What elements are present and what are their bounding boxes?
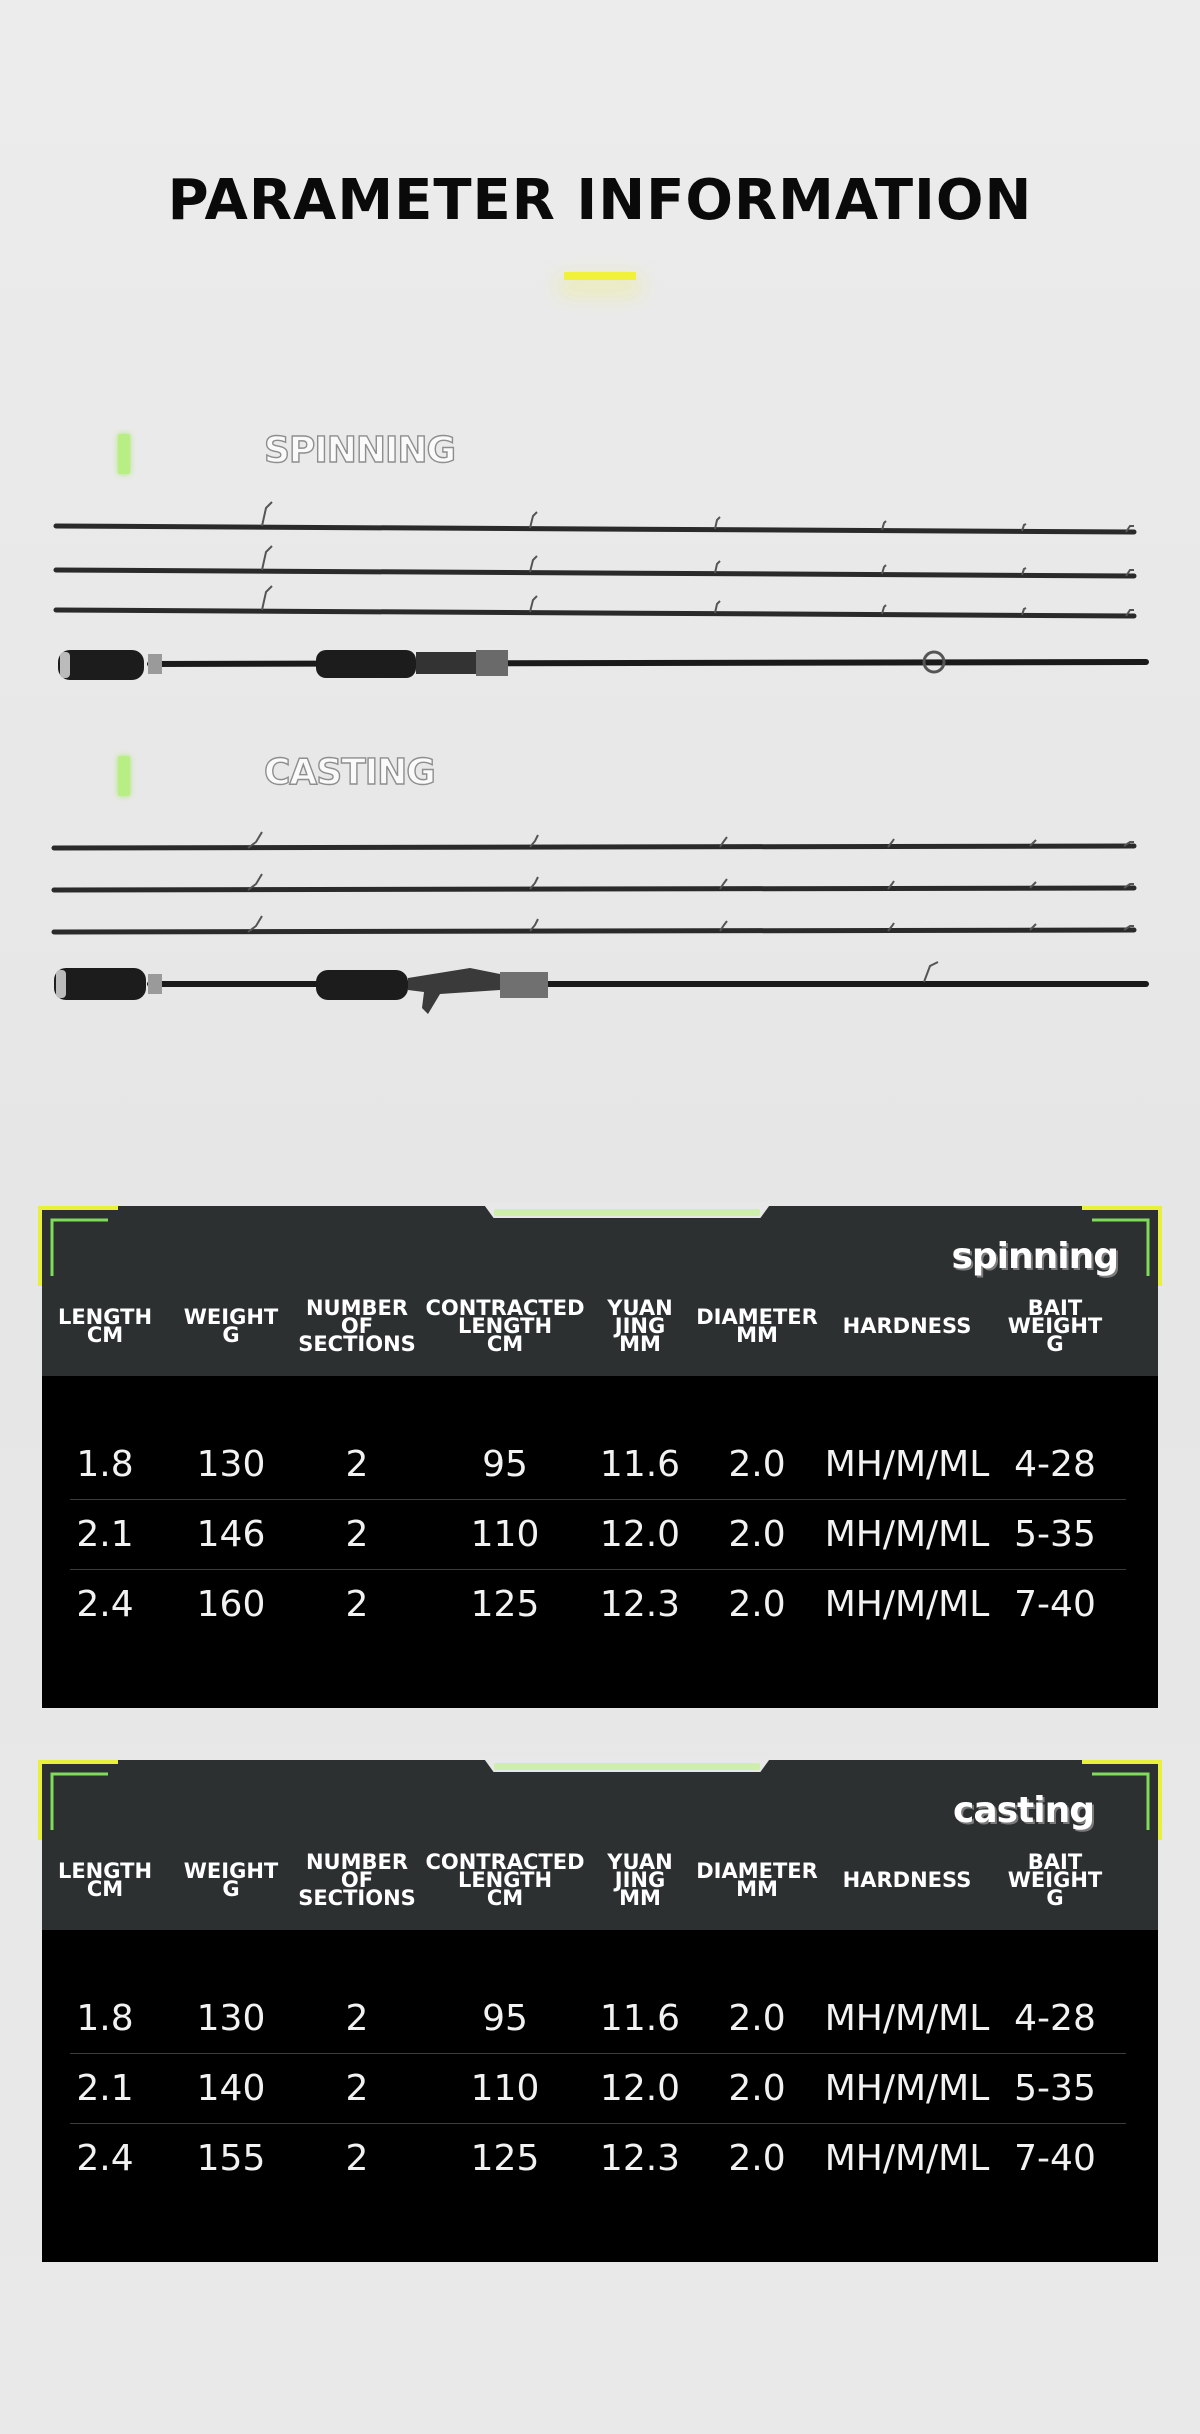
column-header-line: LENGTH	[457, 1314, 553, 1338]
rod-butt-section	[54, 962, 1146, 1014]
table-cell: MH/M/ML	[824, 2068, 990, 2109]
table-cell: MH/M/ML	[824, 1444, 990, 1485]
column-header-line: SECTIONS	[298, 1886, 416, 1910]
table-cell: 160	[196, 1584, 266, 1625]
table-cell: 2.0	[728, 1584, 786, 1625]
column-header-line: SECTIONS	[298, 1332, 416, 1356]
column-header-line: DIAMETER	[696, 1859, 818, 1883]
casting-spec-table	[42, 1760, 1158, 2262]
column-header-line: DIAMETER	[696, 1305, 818, 1329]
col-sections	[294, 1286, 420, 1366]
table-cell: 155	[196, 2138, 266, 2179]
table-cell: 2	[345, 2068, 369, 2109]
col-yuan-jing	[590, 1840, 690, 1920]
column-header-line: LENGTH	[57, 1305, 153, 1329]
table-cell: 2	[345, 1584, 369, 1625]
table-cell: 4-28	[1014, 1444, 1096, 1485]
table-cell: 12.0	[599, 1514, 681, 1555]
table-cell: 2	[345, 1444, 369, 1485]
table-cell: 5-35	[1014, 1514, 1096, 1555]
table-cell: 2	[345, 1514, 369, 1555]
table-cell: 12.3	[599, 2138, 681, 2179]
column-header-line: CM	[486, 1886, 524, 1910]
table-cell: 11.6	[599, 1998, 681, 2039]
column-header-line: JING	[614, 1868, 666, 1892]
rod-tip-section-3	[56, 586, 1134, 616]
column-header-line: G	[222, 1323, 240, 1347]
table-row	[42, 1430, 1158, 1500]
table-cell: 130	[196, 1998, 266, 2039]
table-cell: 2	[345, 2138, 369, 2179]
table-row	[42, 1500, 1158, 1570]
column-header-line: BAIT	[1027, 1850, 1083, 1874]
rod-tip-section-1	[54, 832, 1134, 848]
column-header-line: CM	[86, 1877, 124, 1901]
table-cell: 130	[196, 1444, 266, 1485]
table-cell: 1.8	[76, 1444, 134, 1485]
table-cell: 125	[470, 2138, 540, 2179]
column-header-line: NUMBER	[305, 1850, 409, 1874]
spinning-spec-table	[42, 1206, 1158, 1708]
table-row	[42, 1984, 1158, 2054]
table-cell: 95	[482, 1444, 528, 1485]
casting-rod-image	[0, 818, 1200, 1018]
column-header-line: OF	[340, 1314, 374, 1338]
spinning-rod-image	[0, 496, 1200, 696]
col-diameter	[690, 1840, 824, 1920]
column-header-line: JING	[614, 1314, 666, 1338]
column-header-line: G	[222, 1877, 240, 1901]
col-contracted-length	[420, 1286, 590, 1366]
rod-tip-section-1	[56, 502, 1134, 532]
col-hardness	[824, 1840, 990, 1920]
table-subtitle: casting	[952, 1790, 1094, 1831]
table-cell: 95	[482, 1998, 528, 2039]
table-cell: 2.1	[76, 1514, 134, 1555]
spinning-label-text: SPINNING	[264, 430, 456, 471]
col-length	[42, 1840, 168, 1920]
table-cell: 2	[345, 1998, 369, 2039]
column-header-line: MM	[619, 1886, 661, 1910]
table-cell: 125	[470, 1584, 540, 1625]
table-cell: 2.0	[728, 2138, 786, 2179]
col-yuan-jing	[590, 1286, 690, 1366]
table-body	[42, 1376, 1158, 1706]
table-cell: MH/M/ML	[824, 1998, 990, 2039]
column-header-line: WEIGHT	[1007, 1868, 1103, 1892]
column-header-line: WEIGHT	[183, 1305, 279, 1329]
rod-butt-section	[58, 650, 1146, 680]
column-header-line: G	[1046, 1886, 1064, 1910]
column-header-line: LENGTH	[457, 1868, 553, 1892]
table-cell: 2.1	[76, 2068, 134, 2109]
col-sections	[294, 1840, 420, 1920]
table-cell: 2.0	[728, 1444, 786, 1485]
table-cell: 2.0	[728, 1514, 786, 1555]
col-bait-weight	[990, 1286, 1120, 1366]
column-header-line: MM	[736, 1323, 778, 1347]
table-cell: 110	[470, 2068, 540, 2109]
col-weight	[168, 1840, 294, 1920]
col-weight	[168, 1286, 294, 1366]
column-header-line: HARDNESS	[842, 1314, 972, 1338]
label-marker	[118, 756, 130, 796]
table-cell: 5-35	[1014, 2068, 1096, 2109]
col-hardness	[824, 1286, 990, 1366]
column-header-line: WEIGHT	[183, 1859, 279, 1883]
casting-label-text: CASTING	[264, 752, 435, 793]
table-row	[42, 2054, 1158, 2124]
column-headers	[42, 1840, 1158, 1920]
column-header-line: WEIGHT	[1007, 1314, 1103, 1338]
table-subtitle: spinning	[951, 1236, 1118, 1277]
rod-tip-section-2	[54, 874, 1134, 890]
table-cell: 4-28	[1014, 1998, 1096, 2039]
table-cell: 140	[196, 2068, 266, 2109]
table-header	[42, 1760, 1158, 1930]
table-cell: 1.8	[76, 1998, 134, 2039]
table-cell: 12.3	[599, 1584, 681, 1625]
corner-bracket-icon	[38, 1760, 122, 1844]
table-cell: MH/M/ML	[824, 1514, 990, 1555]
table-cell: 11.6	[599, 1444, 681, 1485]
column-header-line: YUAN	[607, 1296, 673, 1320]
table-cell: 7-40	[1014, 2138, 1096, 2179]
table-cell: 2.4	[76, 2138, 134, 2179]
column-header-line: YUAN	[607, 1850, 673, 1874]
column-header-line: CONTRACTED	[425, 1850, 585, 1874]
title-underline	[564, 272, 636, 280]
column-header-line: MM	[736, 1877, 778, 1901]
col-bait-weight	[990, 1840, 1120, 1920]
page-title: PARAMETER INFORMATION	[167, 168, 1033, 233]
table-cell: 12.0	[599, 2068, 681, 2109]
column-header-line: OF	[340, 1868, 374, 1892]
column-header-line: LENGTH	[57, 1859, 153, 1883]
column-header-line: NUMBER	[305, 1296, 409, 1320]
column-header-line: HARDNESS	[842, 1868, 972, 1892]
column-header-line: G	[1046, 1332, 1064, 1356]
table-header	[42, 1206, 1158, 1376]
column-header-line: CM	[486, 1332, 524, 1356]
label-marker	[118, 434, 130, 474]
header-tab-decoration	[482, 1202, 772, 1218]
column-header-line: BAIT	[1027, 1296, 1083, 1320]
table-cell: 110	[470, 1514, 540, 1555]
corner-bracket-icon	[38, 1206, 122, 1290]
column-headers	[42, 1286, 1158, 1366]
table-cell: 146	[196, 1514, 266, 1555]
column-header-line: CONTRACTED	[425, 1296, 585, 1320]
table-body	[42, 1930, 1158, 2260]
table-cell: MH/M/ML	[824, 1584, 990, 1625]
table-cell: 2.0	[728, 2068, 786, 2109]
table-row	[42, 2124, 1158, 2194]
header-tab-decoration	[482, 1756, 772, 1772]
table-cell: MH/M/ML	[824, 2138, 990, 2179]
rod-tip-section-3	[54, 916, 1134, 932]
table-cell: 2.4	[76, 1584, 134, 1625]
table-cell: 7-40	[1014, 1584, 1096, 1625]
table-row	[42, 1570, 1158, 1640]
col-contracted-length	[420, 1840, 590, 1920]
table-cell: 2.0	[728, 1998, 786, 2039]
col-length	[42, 1286, 168, 1366]
rod-tip-section-2	[56, 546, 1134, 576]
col-diameter	[690, 1286, 824, 1366]
column-header-line: MM	[619, 1332, 661, 1356]
column-header-line: CM	[86, 1323, 124, 1347]
